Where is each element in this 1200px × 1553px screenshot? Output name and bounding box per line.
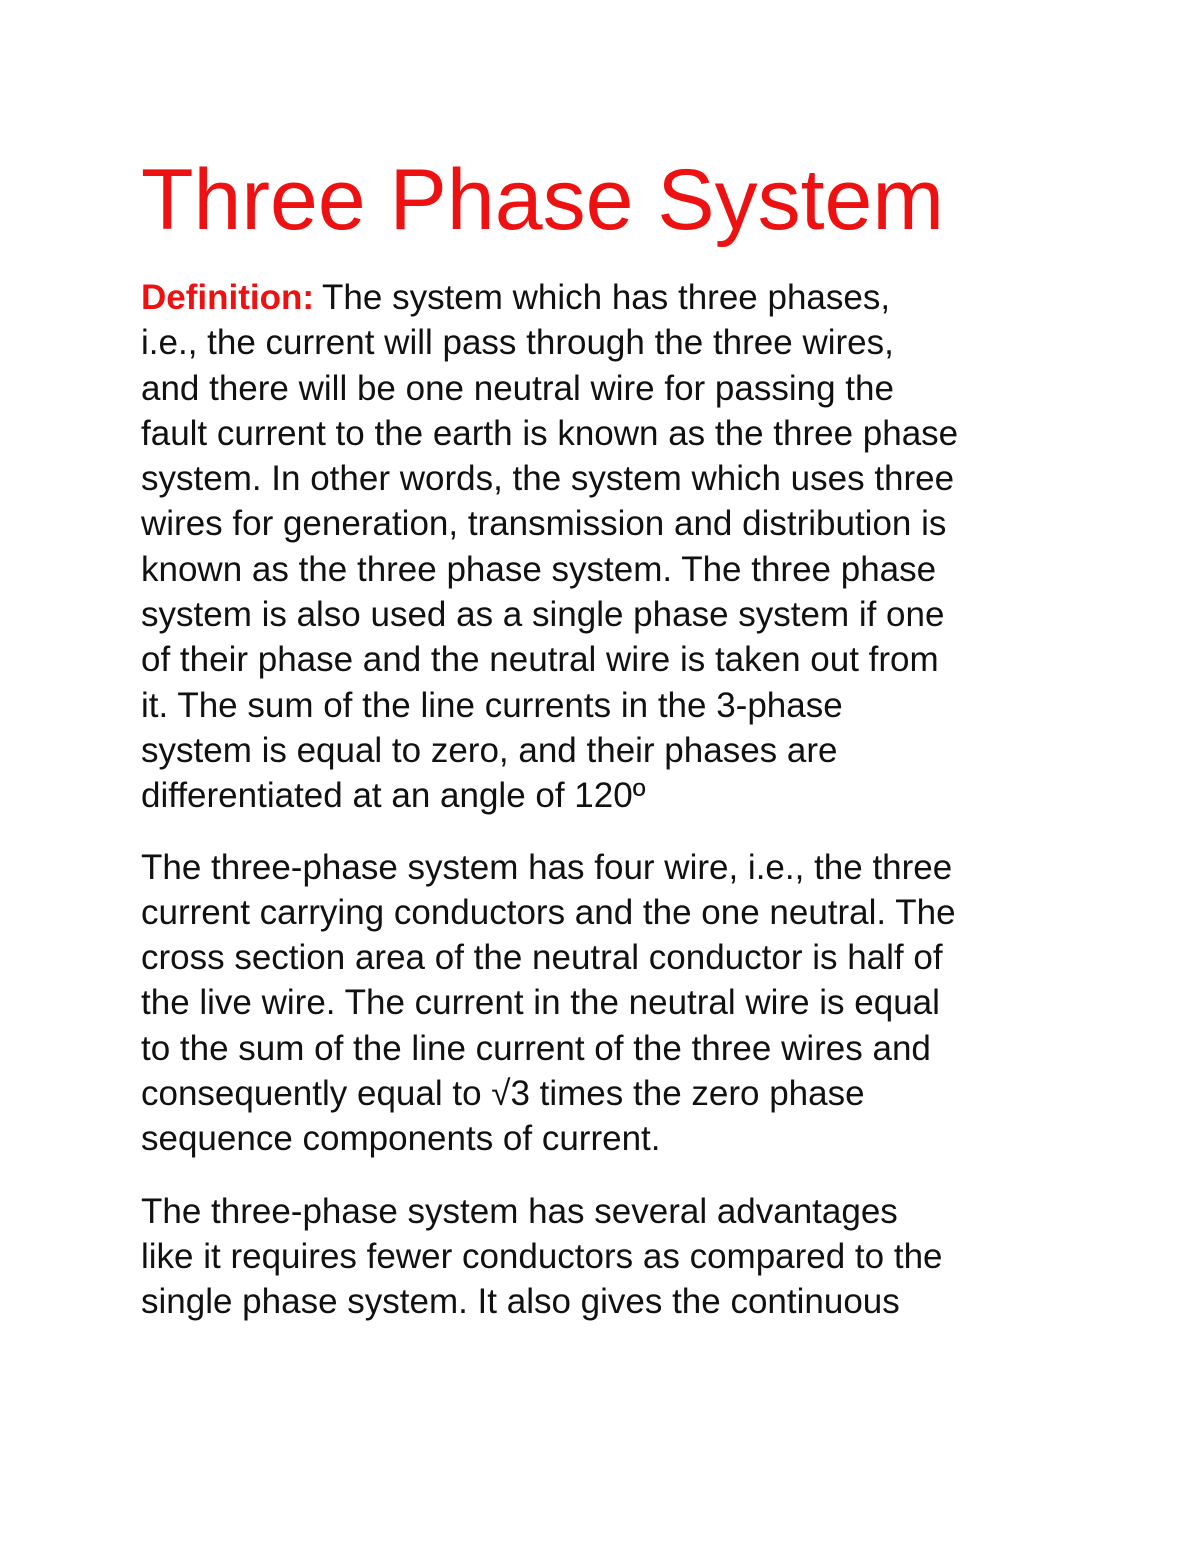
page-title: Three Phase System <box>141 152 945 248</box>
paragraph-line: single phase system. It also gives the continuous <box>141 1282 900 1322</box>
paragraph-line: the live wire. The current in the neutral wire is equal <box>141 983 940 1023</box>
paragraph-line: cross section area of the neutral conductor is half of <box>141 938 943 978</box>
line-text: The system which has three phases, <box>322 278 891 317</box>
definition-paragraph <box>141 275 1071 819</box>
paragraph-line: The three-phase system has four wire, i.e., the three <box>141 847 953 887</box>
four-wire-paragraph <box>141 845 1071 1162</box>
paragraph-line: and there will be one neutral wire for passing the <box>141 368 894 408</box>
paragraph-line: i.e., the current will pass through the three wires, <box>141 323 894 363</box>
paragraph-line: known as the three phase system. The three phase <box>141 549 937 589</box>
paragraph-line: system. In other words, the system which uses three <box>141 459 955 499</box>
paragraph-line <box>141 275 1071 320</box>
paragraph-line: The three-phase system has several advantages <box>141 1191 898 1231</box>
paragraph-line: system is also used as a single phase system if one <box>141 595 945 635</box>
paragraph-line: fault current to the earth is known as the three phase <box>141 413 959 453</box>
paragraph-line: like it requires fewer conductors as compared to the <box>141 1236 943 1276</box>
paragraph-line: sequence components of current. <box>141 1119 661 1159</box>
document-body <box>141 150 1071 1325</box>
paragraph-line: consequently equal to √3 times the zero phase <box>141 1074 865 1114</box>
paragraph-line: to the sum of the line current of the three wires and <box>141 1028 931 1068</box>
paragraph-line: it. The sum of the line currents in the 3-phase <box>141 685 843 725</box>
advantages-paragraph <box>141 1189 1071 1325</box>
paragraph-line: current carrying conductors and the one neutral. The <box>141 892 956 932</box>
paragraph-line: of their phase and the neutral wire is taken out from <box>141 640 939 680</box>
definition-label: Definition: <box>141 278 315 317</box>
paragraph-line: differentiated at an angle of 120º <box>141 776 646 816</box>
paragraph-line: wires for generation, transmission and distribution is <box>141 504 947 544</box>
paragraph-line: system is equal to zero, and their phases are <box>141 730 838 770</box>
